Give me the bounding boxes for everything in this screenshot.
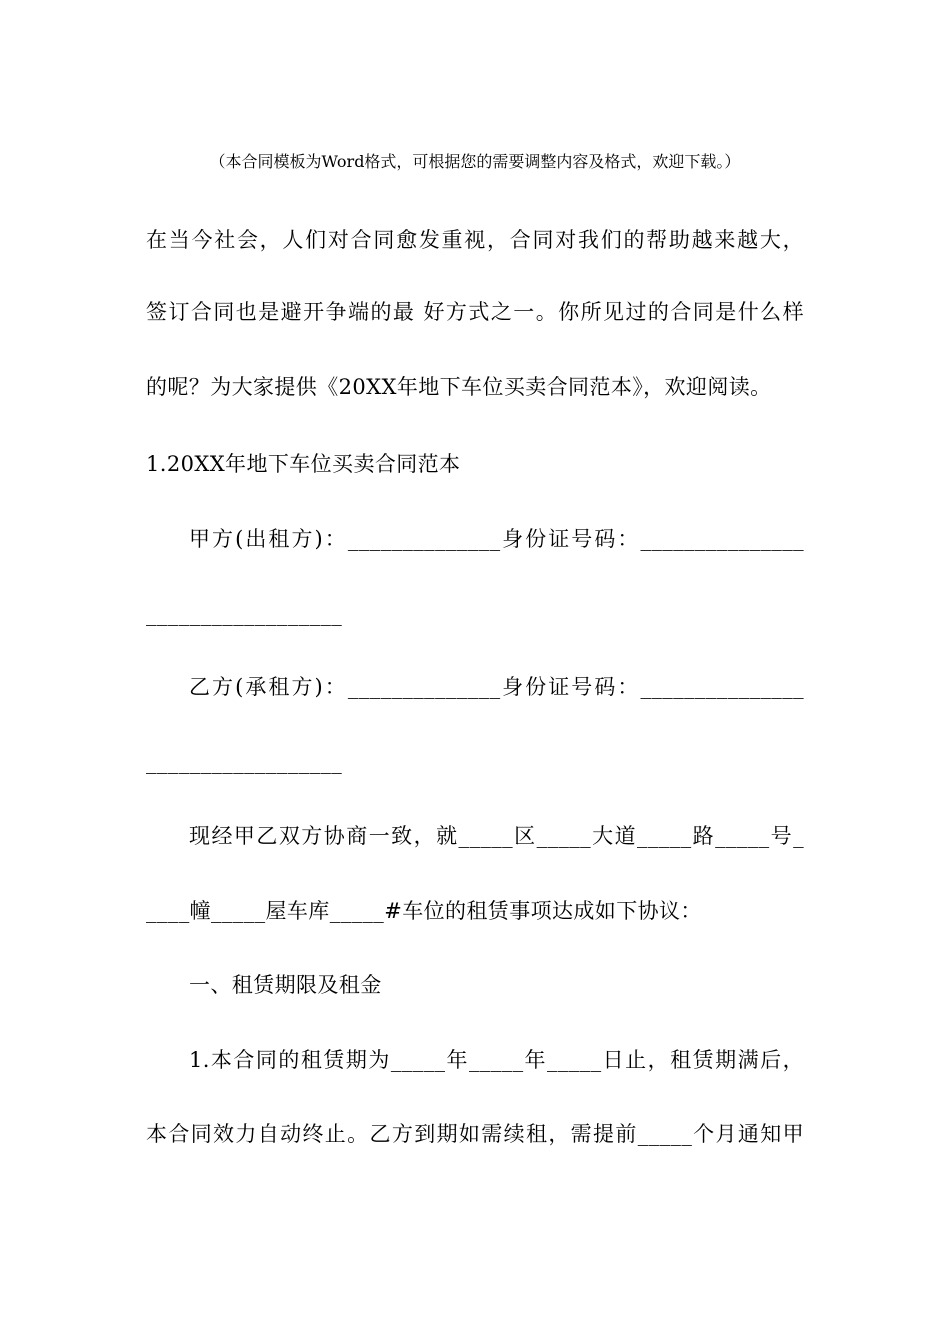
party-b-line-1: 乙方(承租方)：______________身份证号码：_______________ [189, 675, 804, 699]
agreement-line-1: 现经甲乙双方协商一致，就_____区_____大道_____路_____号_ [189, 824, 804, 848]
section-title: 1.20XX年地下车位买卖合同范本 [146, 452, 461, 476]
intro-line-1: 在当今社会，人们对合同愈发重视，合同对我们的帮助越来越大， [146, 228, 804, 252]
party-a-line-2: __________________ [146, 602, 343, 626]
clause-1-line-1: 1.本合同的租赁期为_____年_____年_____日止，租赁期满后， [189, 1048, 804, 1072]
template-note: （本合同模板为Word格式，可根据您的需要调整内容及格式，欢迎下载。） [209, 152, 741, 171]
party-a-line-1: 甲方(出租方)：______________身份证号码：_______________ [189, 527, 804, 551]
intro-line-2: 签订合同也是避开争端的最 好方式之一。你所见过的合同是什么样 [146, 300, 804, 324]
intro-line-3: 的呢？为大家提供《20XX年地下车位买卖合同范本》，欢迎阅读。 [146, 375, 772, 399]
clause-1-line-2: 本合同效力自动终止。乙方到期如需续租，需提前_____个月通知甲 [146, 1122, 804, 1146]
agreement-line-2: ____幢_____屋车库_____#车位的租赁事项达成如下协议： [146, 899, 702, 923]
clause-heading: 一、租赁期限及租金 [189, 973, 382, 997]
party-b-line-2: __________________ [146, 750, 343, 774]
